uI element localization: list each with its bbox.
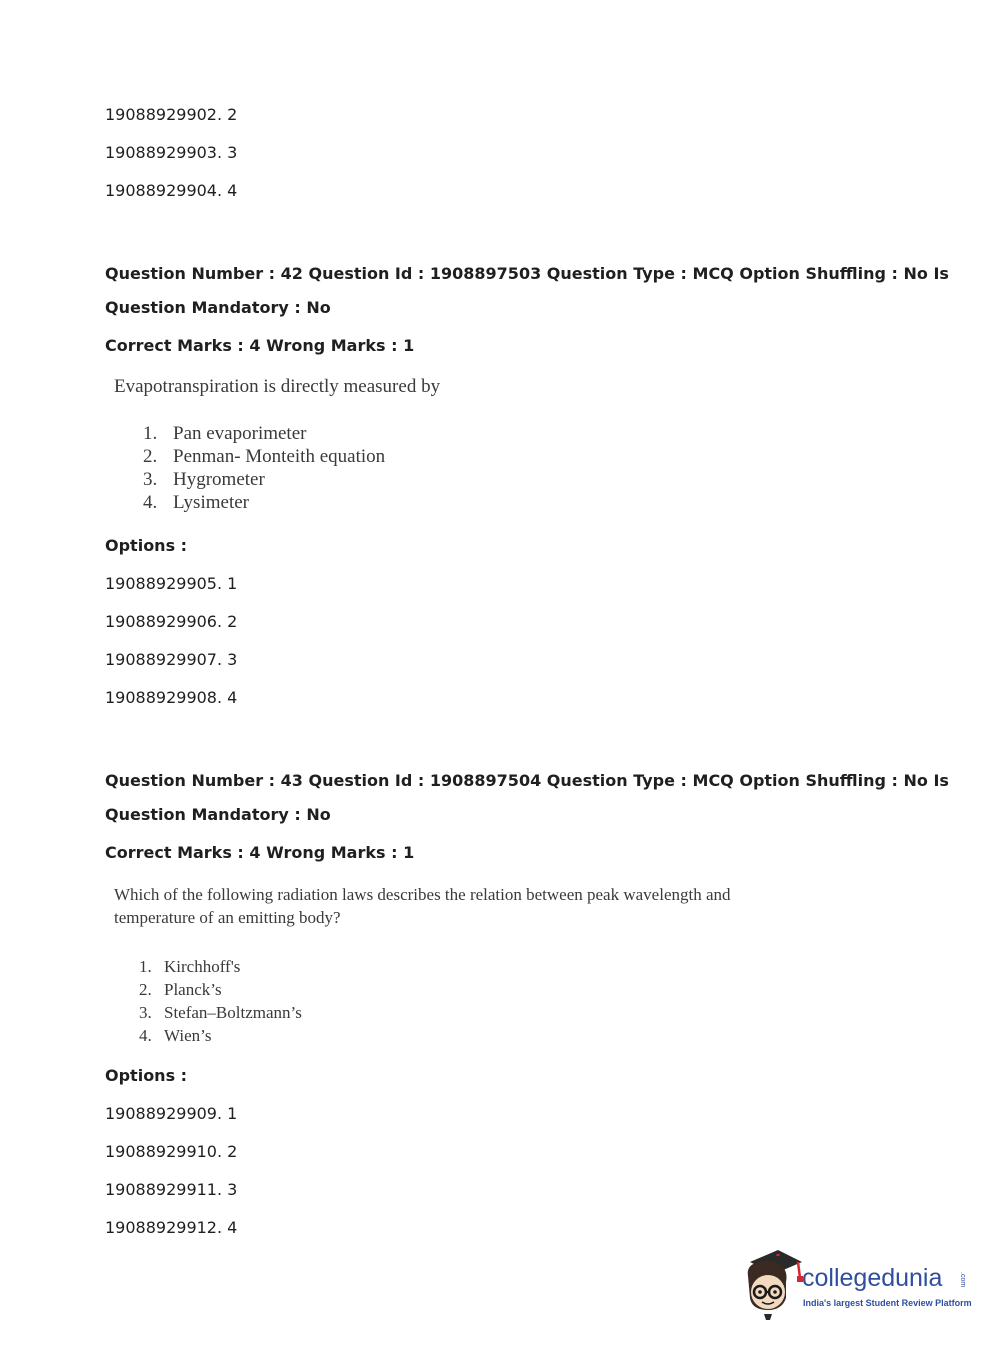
- option-item: 19088929910. 2: [105, 1142, 238, 1161]
- answer-choice: 3. Stefan–Boltzmann’s: [139, 1003, 302, 1022]
- question-text: temperature of an emitting body?: [114, 908, 341, 927]
- question-mandatory: Question Mandatory : No: [105, 298, 331, 317]
- options-label: Options :: [105, 536, 188, 555]
- option-item: 19088929908. 4: [105, 688, 238, 707]
- question-header: Question Number : 43 Question Id : 1908897504 Question Type : MCQ Option Shuffling : No Is: [105, 771, 949, 790]
- option-item: 19088929912. 4: [105, 1218, 238, 1237]
- answer-choices: [143, 422, 385, 514]
- question-marks: Correct Marks : 4 Wrong Marks : 1: [105, 843, 415, 862]
- option-item: 19088929906. 2: [105, 612, 238, 631]
- answer-choices: [139, 955, 302, 1047]
- question-text: Which of the following radiation laws describes the relation between peak wavelength and: [114, 885, 731, 904]
- option-item: 19088929903. 3: [105, 143, 238, 162]
- mascot-icon: [742, 1248, 804, 1323]
- option-item: 19088929911. 3: [105, 1180, 238, 1199]
- answer-choice: 2. Penman- Monteith equation: [143, 446, 386, 467]
- question-header: Question Number : 42 Question Id : 1908897503 Question Type : MCQ Option Shuffling : No Is: [105, 264, 949, 283]
- options-label: Options :: [105, 1066, 188, 1085]
- collegedunia-logo: [742, 1248, 972, 1323]
- logo-wordmark: collegedunia: [802, 1264, 943, 1292]
- answer-choice: 2. Planck’s: [139, 980, 222, 999]
- answer-choice: 4. Wien’s: [139, 1026, 212, 1045]
- option-item: 19088929907. 3: [105, 650, 238, 669]
- option-item: 19088929909. 1: [105, 1104, 238, 1123]
- logo-tagline: India's largest Student Review Platform: [803, 1298, 972, 1308]
- option-item: 19088929904. 4: [105, 181, 238, 200]
- answer-choice: 1. Pan evaporimeter: [143, 423, 307, 444]
- answer-choice: 1. Kirchhoff's: [139, 957, 241, 976]
- option-item: 19088929902. 2: [105, 105, 238, 124]
- logo-suffix: .com: [959, 1272, 966, 1288]
- question-text: Evapotranspiration is directly measured by: [114, 376, 441, 397]
- question-marks: Correct Marks : 4 Wrong Marks : 1: [105, 336, 415, 355]
- option-item: 19088929905. 1: [105, 574, 238, 593]
- answer-choice: 3. Hygrometer: [143, 469, 265, 490]
- question-mandatory: Question Mandatory : No: [105, 805, 331, 824]
- answer-choice: 4. Lysimeter: [143, 492, 249, 513]
